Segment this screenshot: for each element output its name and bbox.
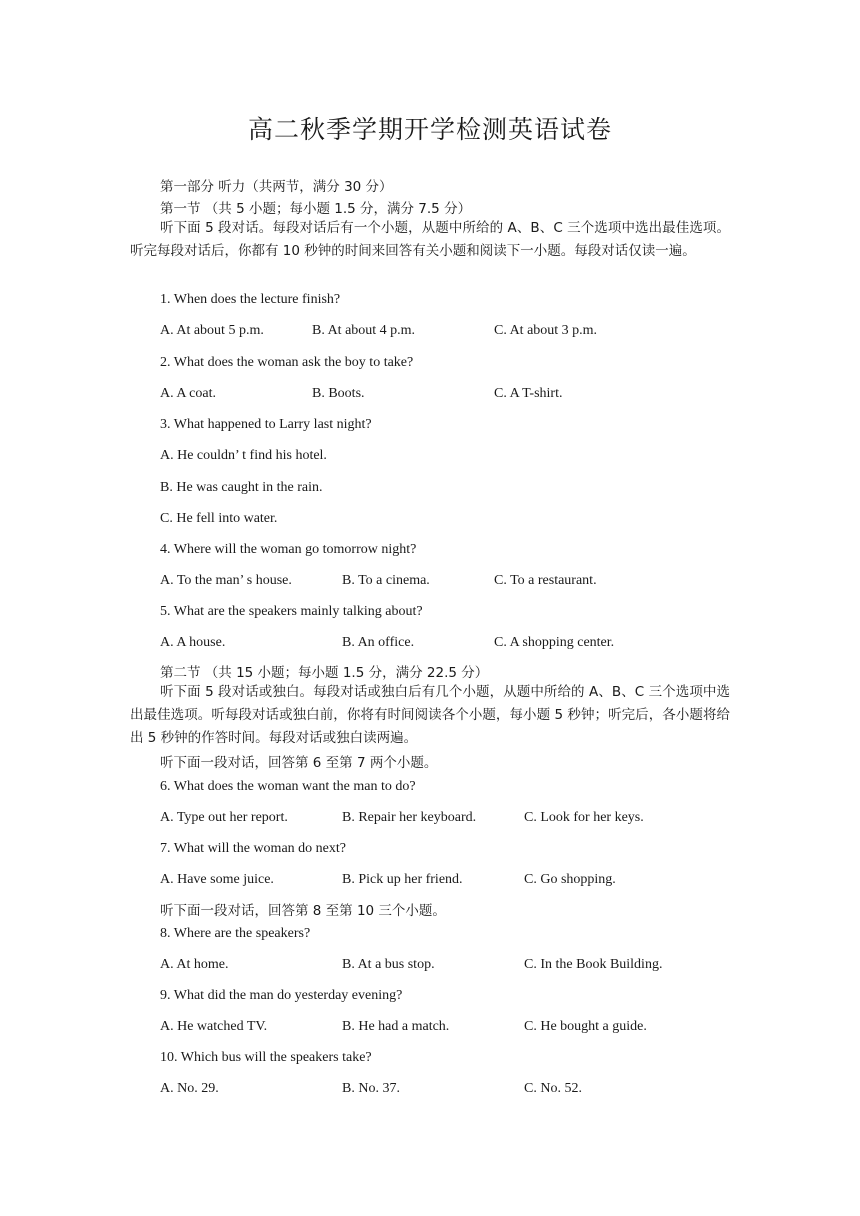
question-1: 1. When does the lecture finish? bbox=[160, 292, 341, 307]
q3-option-b: B. He was caught in the rain. bbox=[160, 480, 323, 495]
q10-option-a: A. No. 29. bbox=[160, 1081, 219, 1096]
dialogue-note-6-7: 听下面一段对话，回答第 6 至第 7 两个小题。 bbox=[160, 755, 438, 771]
question-6: 6. What does the woman want the man to do? bbox=[160, 779, 416, 794]
q9-option-b: B. He had a match. bbox=[342, 1019, 450, 1034]
q2-option-c: C. A T-shirt. bbox=[494, 386, 563, 401]
question-8: 8. Where are the speakers? bbox=[160, 926, 311, 941]
q4-option-a: A. To the man’ s house. bbox=[160, 573, 292, 588]
q8-option-b: B. At a bus stop. bbox=[342, 957, 435, 972]
question-7: 7. What will the woman do next? bbox=[160, 841, 346, 856]
exam-title: 高二秋季学期开学检测英语试卷 bbox=[247, 115, 612, 144]
q1-option-b: B. At about 4 p.m. bbox=[312, 323, 416, 338]
q3-option-a: A. He couldn’ t find his hotel. bbox=[160, 448, 327, 463]
question-10: 10. Which bus will the speakers take? bbox=[160, 1050, 372, 1065]
question-4: 4. Where will the woman go tomorrow night? bbox=[160, 542, 417, 557]
question-2: 2. What does the woman ask the boy to take? bbox=[160, 355, 414, 370]
q7-option-a: A. Have some juice. bbox=[160, 872, 274, 887]
section-two-heading: 第二节 （共 15 小题；每小题 1.5 分，满分 22.5 分） bbox=[160, 665, 489, 681]
q9-option-a: A. He watched TV. bbox=[160, 1019, 268, 1034]
q2-option-b: B. Boots. bbox=[312, 386, 365, 401]
q7-option-c: C. Go shopping. bbox=[524, 872, 616, 887]
part-one-heading: 第一部分 听力（共两节，满分 30 分） bbox=[160, 179, 393, 195]
q3-option-c: C. He fell into water. bbox=[160, 511, 278, 526]
section-one-instructions: 听下面 5 段对话。每段对话后有一个小题，从题中所给的 A、B、C 三个选项中选出最佳选项。听完每段对话后，你都有 10 秒钟的时间来回答有关小题和阅读下一小题。每段对话仅读一遍。 bbox=[130, 220, 730, 259]
q7-option-b: B. Pick up her friend. bbox=[342, 872, 463, 887]
q4-option-c: C. To a restaurant. bbox=[494, 573, 597, 588]
q5-option-c: C. A shopping center. bbox=[494, 635, 615, 650]
q5-option-b: B. An office. bbox=[342, 635, 415, 650]
q8-option-c: C. In the Book Building. bbox=[524, 957, 663, 972]
q8-option-a: A. At home. bbox=[160, 957, 229, 972]
q6-option-a: A. Type out her report. bbox=[160, 810, 288, 825]
q5-option-a: A. A house. bbox=[160, 635, 226, 650]
q2-option-a: A. A coat. bbox=[160, 386, 216, 401]
question-5: 5. What are the speakers mainly talking about? bbox=[160, 604, 423, 619]
q4-option-b: B. To a cinema. bbox=[342, 573, 430, 588]
q1-option-a: A. At about 5 p.m. bbox=[160, 323, 264, 338]
section-one-heading: 第一节 （共 5 小题；每小题 1.5 分，满分 7.5 分） bbox=[160, 201, 472, 217]
q10-option-b: B. No. 37. bbox=[342, 1081, 400, 1096]
q1-option-c: C. At about 3 p.m. bbox=[494, 323, 598, 338]
question-9: 9. What did the man do yesterday evening? bbox=[160, 988, 403, 1003]
q6-option-b: B. Repair her keyboard. bbox=[342, 810, 477, 825]
section-two-instructions: 听下面 5 段对话或独白。每段对话或独白后有几个小题，从题中所给的 A、B、C 三个选项中选出最佳选项。听每段对话或独白前，你将有时间阅读各个小题，每小题 5 秒钟；听完后，各小题将给出 5 秒钟的作答时间。每段对话或独白读两遍。 bbox=[130, 684, 730, 746]
q6-option-c: C. Look for her keys. bbox=[524, 810, 644, 825]
question-3: 3. What happened to Larry last night? bbox=[160, 417, 372, 432]
q9-option-c: C. He bought a guide. bbox=[524, 1019, 647, 1034]
q10-option-c: C. No. 52. bbox=[524, 1081, 582, 1096]
dialogue-note-8-10: 听下面一段对话，回答第 8 至第 10 三个小题。 bbox=[160, 903, 446, 919]
